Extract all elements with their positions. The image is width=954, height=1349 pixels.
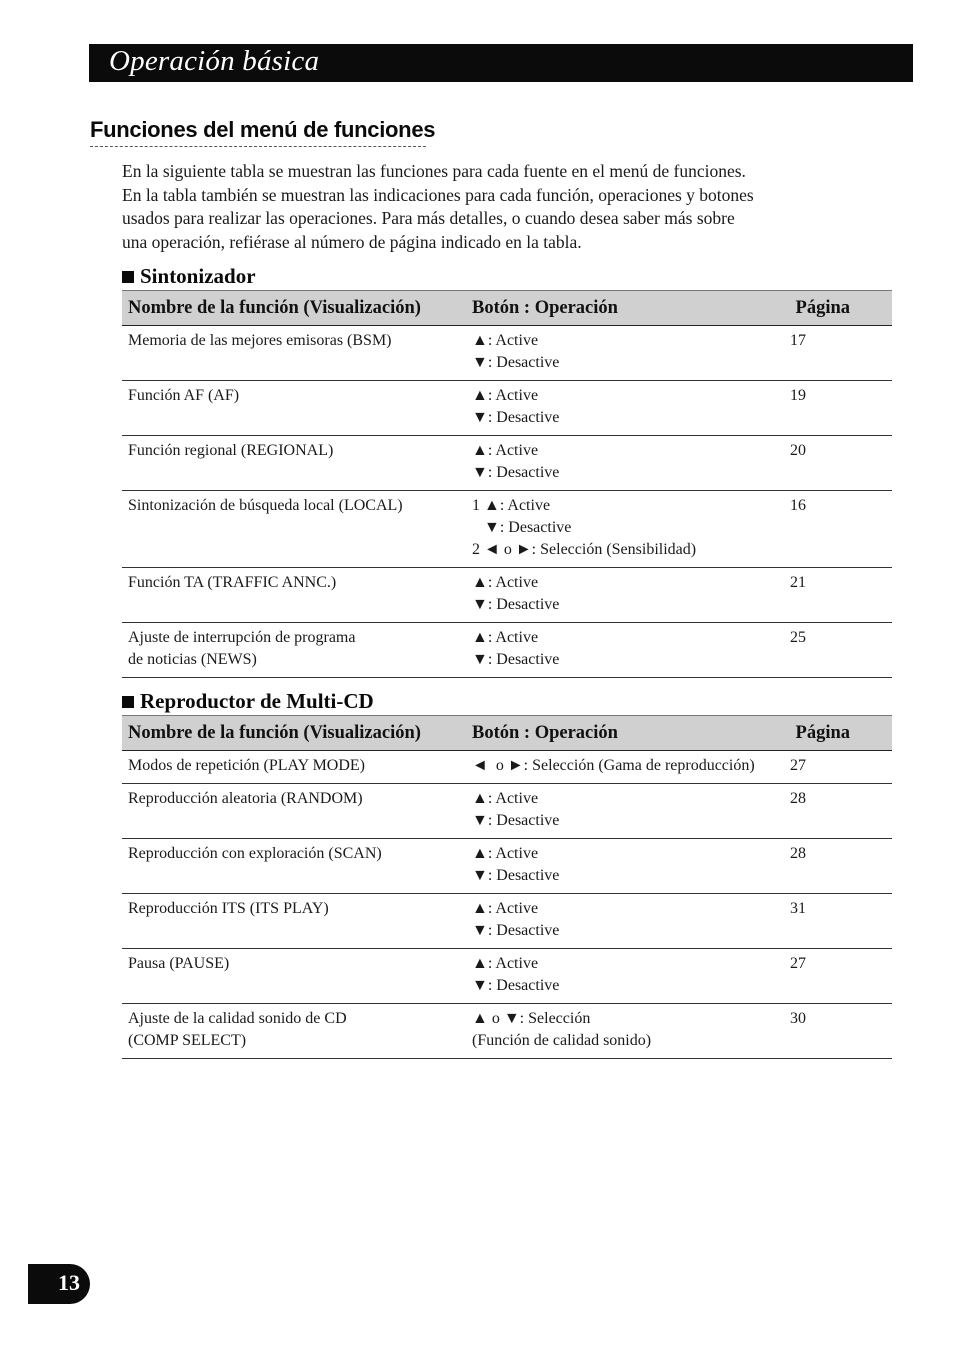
multicd-function-table bbox=[122, 715, 892, 1059]
column-header: Página bbox=[790, 291, 892, 326]
table-row bbox=[122, 381, 892, 436]
table-row bbox=[122, 839, 892, 894]
page-reference: 17 bbox=[790, 326, 892, 381]
page-number: 13 bbox=[58, 1270, 80, 1295]
operation-text: ▼: Desactive bbox=[472, 651, 560, 668]
function-name: (COMP SELECT) bbox=[128, 1032, 247, 1049]
table-row bbox=[122, 436, 892, 491]
page-reference: 19 bbox=[790, 381, 892, 436]
page-reference: 31 bbox=[790, 894, 892, 949]
operation-text: ▲ o ▼: Selección bbox=[472, 1010, 591, 1027]
function-name: Reproducción con exploración (SCAN) bbox=[128, 845, 382, 862]
table-row bbox=[122, 1004, 892, 1059]
operation-cell bbox=[472, 436, 790, 491]
function-name-cell bbox=[122, 623, 472, 678]
intro-line: En la siguiente tabla se muestran las funciones para cada fuente en el menú de funciones. bbox=[122, 161, 746, 181]
function-name-cell bbox=[122, 949, 472, 1004]
page-reference: 27 bbox=[790, 949, 892, 1004]
function-name-cell bbox=[122, 839, 472, 894]
table-row bbox=[122, 894, 892, 949]
page-reference: 27 bbox=[790, 751, 892, 784]
page-reference: 16 bbox=[790, 491, 892, 568]
table-row bbox=[122, 751, 892, 784]
operation-cell bbox=[472, 751, 790, 784]
operation-text: ▲: Active bbox=[472, 332, 539, 349]
operation-text: 1 ▲: Active bbox=[472, 497, 551, 514]
function-name: de noticias (NEWS) bbox=[128, 651, 257, 668]
table-row bbox=[122, 623, 892, 678]
operation-text: ▲: Active bbox=[472, 574, 539, 591]
chapter-title: Operación básica bbox=[109, 45, 320, 77]
operation-text: ▼: Desactive bbox=[472, 867, 560, 884]
page-reference: 21 bbox=[790, 568, 892, 623]
function-name-cell bbox=[122, 751, 472, 784]
intro-line: En la tabla también se muestran las indicaciones para cada función, operaciones y botones bbox=[122, 184, 754, 205]
operation-text: ▼: Desactive bbox=[472, 409, 560, 426]
column-header: Nombre de la función (Visualización) bbox=[122, 291, 472, 326]
function-name: Función AF (AF) bbox=[128, 387, 240, 404]
column-header: Página bbox=[790, 716, 892, 751]
function-name-cell bbox=[122, 381, 472, 436]
operation-cell bbox=[472, 949, 790, 1004]
operation-cell bbox=[472, 623, 790, 678]
table-row bbox=[122, 326, 892, 381]
function-name: Ajuste de la calidad sonido de CD bbox=[128, 1010, 347, 1027]
operation-text: ▲: Active bbox=[472, 900, 539, 917]
bullet-square-icon bbox=[122, 271, 134, 283]
page-reference: 28 bbox=[790, 839, 892, 894]
function-name-cell bbox=[122, 491, 472, 568]
function-name: Reproducción aleatoria (RANDOM) bbox=[128, 790, 363, 807]
function-name: Modos de repetición (PLAY MODE) bbox=[128, 757, 366, 774]
operation-text: ▲: Active bbox=[472, 790, 539, 807]
function-name-cell bbox=[122, 436, 472, 491]
operation-text: ▼: Desactive bbox=[472, 977, 560, 994]
chapter-banner bbox=[89, 44, 913, 82]
page-reference: 28 bbox=[790, 784, 892, 839]
column-header: Botón : Operación bbox=[472, 716, 790, 751]
operation-cell bbox=[472, 491, 790, 568]
section-title: Funciones del menú de funciones bbox=[90, 117, 436, 142]
operation-text: ▼: Desactive bbox=[472, 354, 560, 371]
function-name-cell bbox=[122, 326, 472, 381]
function-name: Memoria de las mejores emisoras (BSM) bbox=[128, 332, 392, 349]
page-reference: 20 bbox=[790, 436, 892, 491]
bullet-square-icon bbox=[122, 696, 134, 708]
column-header: Botón : Operación bbox=[472, 291, 790, 326]
operation-text: ▼: Desactive bbox=[472, 464, 560, 481]
function-name: Reproducción ITS (ITS PLAY) bbox=[128, 900, 329, 917]
operation-cell bbox=[472, 1004, 790, 1059]
multicd-heading bbox=[122, 689, 374, 714]
operation-text: ▲: Active bbox=[472, 955, 539, 972]
function-name-cell bbox=[122, 784, 472, 839]
function-name: Sintonización de búsqueda local (LOCAL) bbox=[128, 497, 403, 514]
function-name: Ajuste de interrupción de programa bbox=[128, 629, 356, 646]
multicd-heading-text: Reproductor de Multi-CD bbox=[140, 689, 374, 713]
operation-text: 2 ◄ o ►: Selección (Sensibilidad) bbox=[472, 541, 697, 558]
table-row bbox=[122, 784, 892, 839]
intro-line: una operación, refiérase al número de página indicado en la tabla. bbox=[122, 231, 582, 252]
tuner-heading bbox=[122, 264, 256, 289]
operation-text: ◄ o ►: Selección (Gama de reproducción) bbox=[472, 757, 755, 774]
table-row bbox=[122, 568, 892, 623]
table-row bbox=[122, 491, 892, 568]
intro-line: usados para realizar las operaciones. Para más detalles, o cuando desea saber más sobre bbox=[122, 208, 735, 228]
operation-text: ▲: Active bbox=[472, 387, 539, 404]
operation-cell bbox=[472, 784, 790, 839]
operation-text: ▼: Desactive bbox=[472, 596, 560, 613]
table-row bbox=[122, 949, 892, 1004]
function-name-cell bbox=[122, 894, 472, 949]
intro-paragraph bbox=[122, 160, 882, 254]
table-header-row bbox=[122, 291, 892, 326]
operation-cell bbox=[472, 381, 790, 436]
function-name: Función TA (TRAFFIC ANNC.) bbox=[128, 574, 337, 591]
section-title-underline bbox=[90, 146, 426, 147]
operation-cell bbox=[472, 839, 790, 894]
operation-text: (Función de calidad sonido) bbox=[472, 1032, 652, 1049]
page-reference: 30 bbox=[790, 1004, 892, 1059]
function-name-cell bbox=[122, 568, 472, 623]
operation-cell bbox=[472, 568, 790, 623]
operation-text: ▲: Active bbox=[472, 442, 539, 459]
function-name: Pausa (PAUSE) bbox=[128, 955, 230, 972]
function-name: Función regional (REGIONAL) bbox=[128, 442, 334, 459]
page-number-tab bbox=[28, 1264, 90, 1304]
table-header-row bbox=[122, 716, 892, 751]
tuner-heading-text: Sintonizador bbox=[140, 264, 256, 288]
operation-text: ▼: Desactive bbox=[472, 519, 572, 536]
operation-text: ▼: Desactive bbox=[472, 922, 560, 939]
column-header: Nombre de la función (Visualización) bbox=[122, 716, 472, 751]
page-reference: 25 bbox=[790, 623, 892, 678]
operation-text: ▼: Desactive bbox=[472, 812, 560, 829]
operation-text: ▲: Active bbox=[472, 629, 539, 646]
operation-cell bbox=[472, 326, 790, 381]
function-name-cell bbox=[122, 1004, 472, 1059]
operation-text: ▲: Active bbox=[472, 845, 539, 862]
tuner-function-table bbox=[122, 290, 892, 678]
operation-cell bbox=[472, 894, 790, 949]
